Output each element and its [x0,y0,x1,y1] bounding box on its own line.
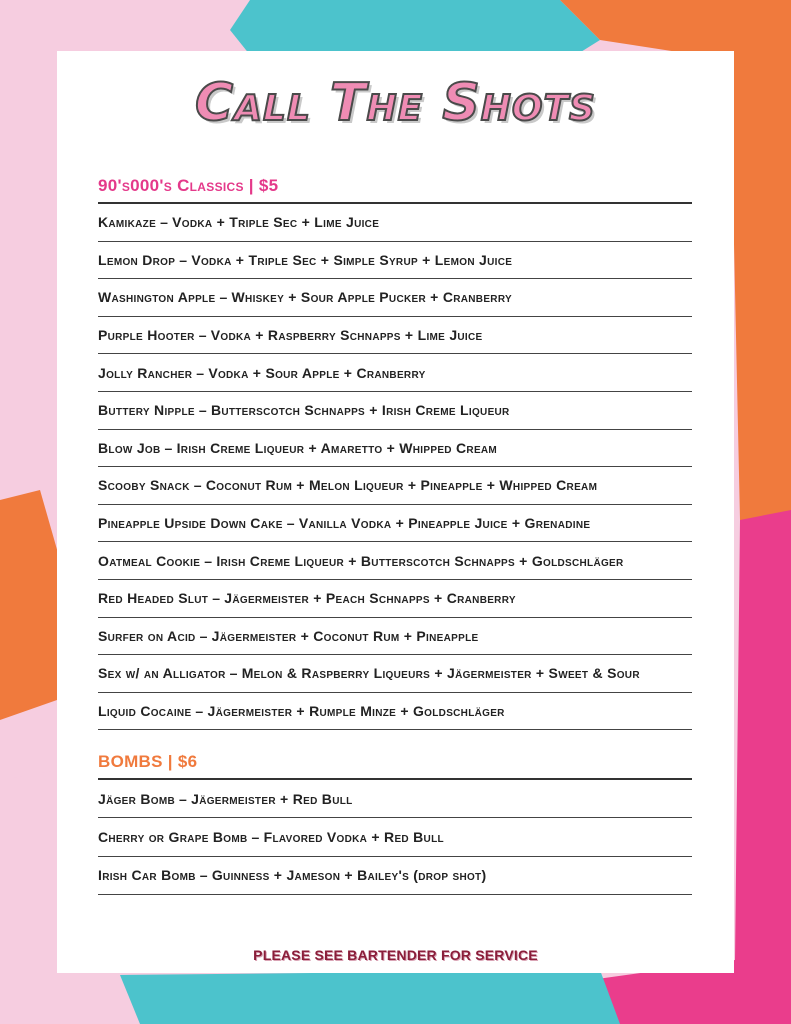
bombs-section [98,752,692,895]
drink-ingredients: Vanilla Vodka + Pineapple Juice + Grenadine [298,515,591,532]
dash-separator: – [204,552,213,569]
dash-separator: – [219,289,228,306]
drink-ingredients: Coconut Rum + Melon Liqueur + Pineapple + Whipped Cream [205,477,598,494]
drink-ingredients: Melon & Raspberry Liqueurs + Jägermeister + Sweet & Sour [241,665,640,682]
bombs-list [98,780,692,895]
menu-item [98,317,692,355]
drink-ingredients: Vodka + Raspberry Schnapps + Lime Juice [210,327,483,344]
menu-item [98,542,692,580]
drink-ingredients: Jägermeister + Peach Schnapps + Cranberry [224,590,516,607]
drink-name: Sex w/ an Alligator [98,665,226,682]
menu-item [98,655,692,693]
dash-separator: – [193,477,202,494]
menu-item [98,279,692,317]
drink-name: Oatmeal Cookie [98,552,201,569]
dash-separator: – [198,402,207,419]
drink-name: Jäger Bomb [98,790,176,807]
drink-ingredients: Jägermeister + Coconut Rum + Pineapple [211,627,479,644]
dash-separator: – [212,590,221,607]
drink-ingredients: Vodka + Sour Apple + Cranberry [208,364,426,381]
menu-item [98,580,692,618]
classics-list [98,204,692,730]
menu-item [98,818,692,856]
drink-name: Kamikaze [98,214,157,231]
menu-card [57,51,734,973]
service-note: PLEASE SEE BARTENDER FOR SERVICE [253,947,538,963]
menu-item [98,618,692,656]
drink-name: Buttery Nipple [98,402,195,419]
menu-item [98,242,692,280]
drink-ingredients: Jägermeister + Red Bull [191,790,353,807]
drink-name: Irish Car Bomb [98,867,196,884]
classics-heading: 90's000's Classics | $5 [98,176,692,204]
drink-ingredients: Whiskey + Sour Apple Pucker + Cranberry [231,289,512,306]
drink-ingredients: Butterscotch Schnapps + Irish Creme Liqueur [210,402,510,419]
dash-separator: – [179,251,188,268]
menu-item [98,204,692,242]
dash-separator: – [196,364,205,381]
menu-item [98,857,692,895]
drink-name: Washington Apple [98,289,216,306]
dash-separator: – [251,828,260,845]
drink-ingredients: Flavored Vodka + Red Bull [263,828,444,845]
drink-name: Surfer on Acid [98,627,196,644]
drink-ingredients: Guinness + Jameson + Bailey's (drop shot) [211,867,487,884]
dash-separator: – [179,790,188,807]
drink-ingredients: Irish Creme Liqueur + Amaretto + Whipped Cream [176,439,498,456]
classics-section [98,176,692,730]
drink-name: Lemon Drop [98,251,176,268]
drink-name: Purple Hooter [98,327,195,344]
dash-separator: – [286,515,295,532]
drink-name: Scooby Snack [98,477,190,494]
drink-name: Jolly Rancher [98,364,193,381]
bombs-heading: BOMBS | $6 [98,752,692,780]
menu-item [98,467,692,505]
menu-title: Call The Shots [195,73,596,133]
menu-item [98,430,692,468]
dash-separator: – [198,327,207,344]
menu-item [98,354,692,392]
dash-separator: – [199,867,208,884]
drink-name: Pineapple Upside Down Cake [98,515,283,532]
drink-ingredients: Irish Creme Liqueur + Butterscotch Schnapps + Goldschläger [216,552,624,569]
menu-item [98,392,692,430]
drink-name: Red Headed Slut [98,590,209,607]
drink-name: Liquid Cocaine [98,703,192,720]
drink-name: Cherry or Grape Bomb [98,828,248,845]
dash-separator: – [160,214,169,231]
dash-separator: – [195,703,204,720]
drink-ingredients: Vodka + Triple Sec + Lime Juice [172,214,380,231]
drink-name: Blow Job [98,439,161,456]
dash-separator: – [229,665,238,682]
drink-ingredients: Vodka + Triple Sec + Simple Syrup + Lemon Juice [191,251,513,268]
dash-separator: – [164,439,173,456]
menu-item [98,693,692,731]
drink-ingredients: Jägermeister + Rumple Minze + Goldschläger [207,703,505,720]
dash-separator: – [199,627,208,644]
menu-item [98,780,692,818]
menu-item [98,505,692,543]
